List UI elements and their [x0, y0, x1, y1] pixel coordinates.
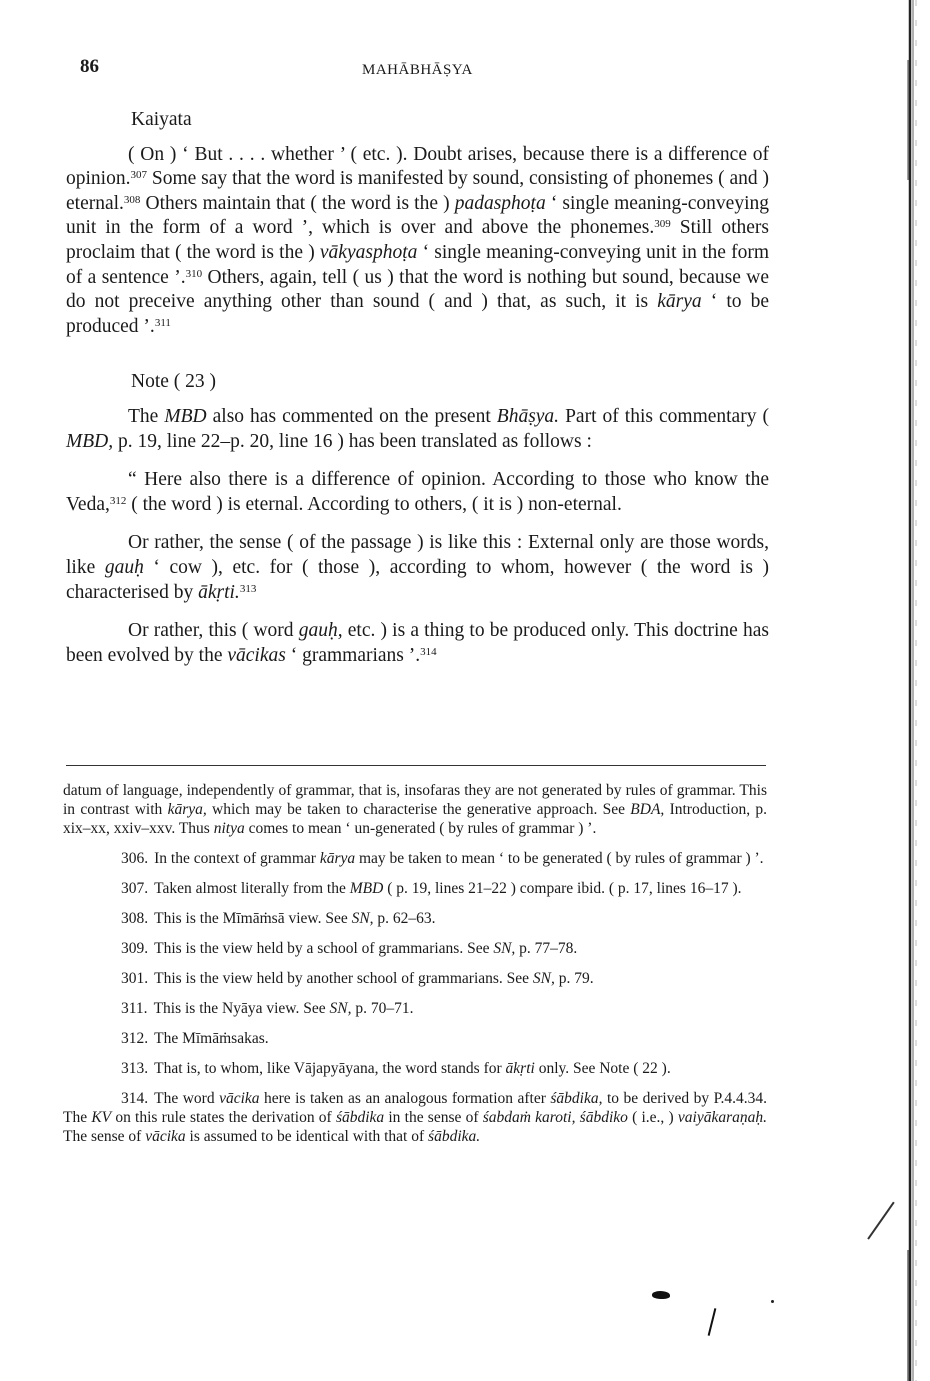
term: vācika [145, 1128, 186, 1145]
text: p. 70–71. [351, 1000, 414, 1017]
term: śābdika [335, 1109, 385, 1126]
footnote-313 [63, 1059, 767, 1078]
footnote-number: 314. [121, 1090, 149, 1107]
text: ‘ single meaning-conveying unit in the form of a word ’, which is over and above the phonemes. [66, 192, 769, 239]
text: ‘ grammarians ’. [285, 644, 421, 666]
footnote-ref-312: 312 [109, 494, 127, 507]
text: on this rule states the derivation of [111, 1109, 336, 1126]
main-text [66, 108, 769, 668]
term: śābdika, [550, 1090, 603, 1107]
text: ‘ cow ), etc. for ( those ), according to whom, however ( the word is ) characterised by [66, 556, 769, 603]
term-gauh: gauḥ, [298, 620, 343, 642]
term: vācika [219, 1090, 260, 1107]
footnote-307 [63, 879, 767, 898]
text: which may be taken to characterise the generative approach. See [206, 801, 631, 818]
ink-speck [771, 1300, 774, 1303]
text: “ Here also there is a difference of opinion. According to those who know the Veda, [66, 469, 769, 515]
scan-edge-shadow [898, 0, 930, 1381]
quote-paragraph-3 [66, 619, 769, 668]
term: kārya [319, 850, 356, 867]
term-bhasya: Bhāṣya. [496, 405, 560, 427]
note-heading: Note ( 23 ) [131, 371, 217, 393]
term: SN, [493, 940, 516, 957]
text: p. 79. [554, 970, 594, 987]
text: ( i.e., ) [627, 1109, 678, 1126]
term: BDA, [630, 801, 665, 818]
footnote-311 [63, 999, 767, 1018]
footnote-ref-314: 314 [420, 645, 437, 658]
term-gauh: gauḥ [104, 556, 144, 578]
text: Introduction, p. xix–xx, xxiv–xxv. Thus [63, 801, 767, 837]
ink-blot [652, 1291, 670, 1299]
footnote-309 [63, 939, 767, 958]
pen-mark [708, 1308, 717, 1336]
text: Others, again, tell ( us ) that the word is nothing but sound, because we do not preceive anything other than sound ( and ) that, as such, it is [66, 266, 769, 313]
text: This is the Mīmāṁsā view. See [154, 910, 352, 927]
term: ākṛti [505, 1060, 535, 1077]
text: This is the view held by another school of grammarians. See [154, 970, 533, 987]
term-mbd: MBD, [66, 430, 114, 452]
text: Some say that the word is manifested by sound, consisting of phonemes ( and ) eternal. [66, 168, 769, 214]
footnote-ref-311: 311 [154, 316, 171, 329]
text: to be derived by P.4.4.34. The [63, 1090, 767, 1126]
text: In the context of grammar [154, 850, 320, 867]
text: Or rather, the sense ( of the passage ) is like this : External only are those words, like [66, 532, 769, 578]
footnote-ref-310: 310 [185, 267, 203, 280]
text: Part of this commentary ( [559, 405, 769, 427]
text: may be taken to mean ‘ to be generated ( by rules of grammar ) ’. [355, 850, 764, 867]
text: Others maintain that ( the word is the ) [140, 192, 455, 214]
pen-mark [867, 1202, 894, 1240]
text: comes to mean ‘ un-generated ( by rules of grammar ) ’. [244, 820, 597, 837]
term: śabdaṁ karoti, śābdiko [482, 1109, 628, 1126]
text: p. 62–63. [373, 910, 436, 927]
footnote-number: 313. [121, 1060, 149, 1077]
footnote-continuation [63, 781, 767, 838]
footnote-number: 309. [121, 940, 149, 957]
term-vacikas: vācikas [227, 644, 286, 666]
text: ‘ single meaning-conveying unit in the form of a sentence ’. [66, 241, 769, 288]
text: The word [154, 1090, 220, 1107]
text: The Mīmāṁsakas. [154, 1030, 269, 1047]
text: is assumed to be identical with that of [185, 1128, 429, 1145]
term: SN, [329, 1000, 352, 1017]
footnotes [63, 781, 767, 1146]
text: The [128, 405, 165, 427]
text: ( p. 19, lines 21–22 ) compare ibid. ( p. 17, lines 16–17 ). [383, 880, 742, 897]
text: ( the word ) is eternal. According to others, ( it is ) non-eternal. [126, 493, 622, 515]
page-number: 86 [80, 56, 99, 77]
running-title: MAHĀBHĀṢYA [362, 62, 473, 78]
term: vaiyākaraṇaḥ. [677, 1109, 767, 1126]
text: This is the view held by a school of grammarians. See [154, 940, 494, 957]
kaiyata-paragraph [66, 143, 769, 340]
term: SN, [351, 910, 374, 927]
text: ( On ) ‘ But . . . . whether ’ ( etc. ). Doubt arises, because there is a difference of opinion. [66, 143, 769, 190]
text: only. See Note ( 22 ). [534, 1060, 671, 1077]
term-mbd: MBD [164, 405, 207, 427]
text: ‘ to be produced ’. [66, 291, 769, 337]
text: datum of language, independently of grammar, that is, insofaras they are not generated by rules of grammar. This in contrast with [63, 782, 767, 818]
term: MBD [349, 880, 384, 897]
text: in the sense of [384, 1109, 483, 1126]
term: KV [91, 1109, 112, 1126]
text: here is taken as an analogous formation after [259, 1090, 551, 1107]
kaiyata-heading: Kaiyata [131, 109, 192, 130]
footnote-ref-308: 308 [123, 193, 141, 206]
footnote-314 [63, 1089, 767, 1146]
quote-paragraph-2 [66, 531, 769, 605]
quote-paragraph-1 [66, 468, 769, 517]
footnote-312 [63, 1029, 767, 1048]
text: etc. ) is a thing to be produced only. This doctrine has been evolved by the [66, 620, 769, 666]
footnote-number: 301. [121, 970, 149, 987]
term-akrti: ākṛti. [198, 581, 240, 603]
text: Still others proclaim that ( the word is the ) [66, 217, 769, 263]
term: kārya, [167, 801, 207, 818]
text: p. 77–78. [515, 940, 578, 957]
text: Or rather, this ( word [128, 620, 299, 642]
footnote-number: 308. [121, 910, 149, 927]
term-vakyasphota: vākyasphoṭa [319, 241, 418, 263]
footnote-306 [63, 849, 767, 868]
term: nitya [213, 820, 245, 837]
footnote-ref-307: 307 [130, 169, 147, 182]
footnote-number: 311. [121, 1000, 148, 1017]
footnote-301 [63, 969, 767, 988]
text: This is the Nyāya view. See [153, 1000, 330, 1017]
footnote-ref-309: 309 [654, 218, 671, 231]
text: The sense of [63, 1128, 146, 1145]
term-karya: kārya [657, 291, 702, 313]
text: also has commented on the present [206, 405, 497, 427]
footnote-ref-313: 313 [239, 582, 257, 595]
term: SN, [532, 970, 555, 987]
term: śābdika. [428, 1128, 481, 1145]
footnote-divider [66, 765, 766, 766]
footnote-number: 307. [121, 880, 149, 897]
text: p. 19, line 22–p. 20, line 16 ) has been translated as follows : [113, 430, 592, 452]
footnote-number: 312. [121, 1030, 149, 1047]
footnote-308 [63, 909, 767, 928]
note-intro-paragraph [66, 405, 769, 454]
text: That is, to whom, like Vājapyāyana, the word stands for [154, 1060, 506, 1077]
term-padasphota: padasphoṭa [454, 192, 546, 214]
footnote-number: 306. [121, 850, 149, 867]
text: Taken almost literally from the [154, 880, 350, 897]
